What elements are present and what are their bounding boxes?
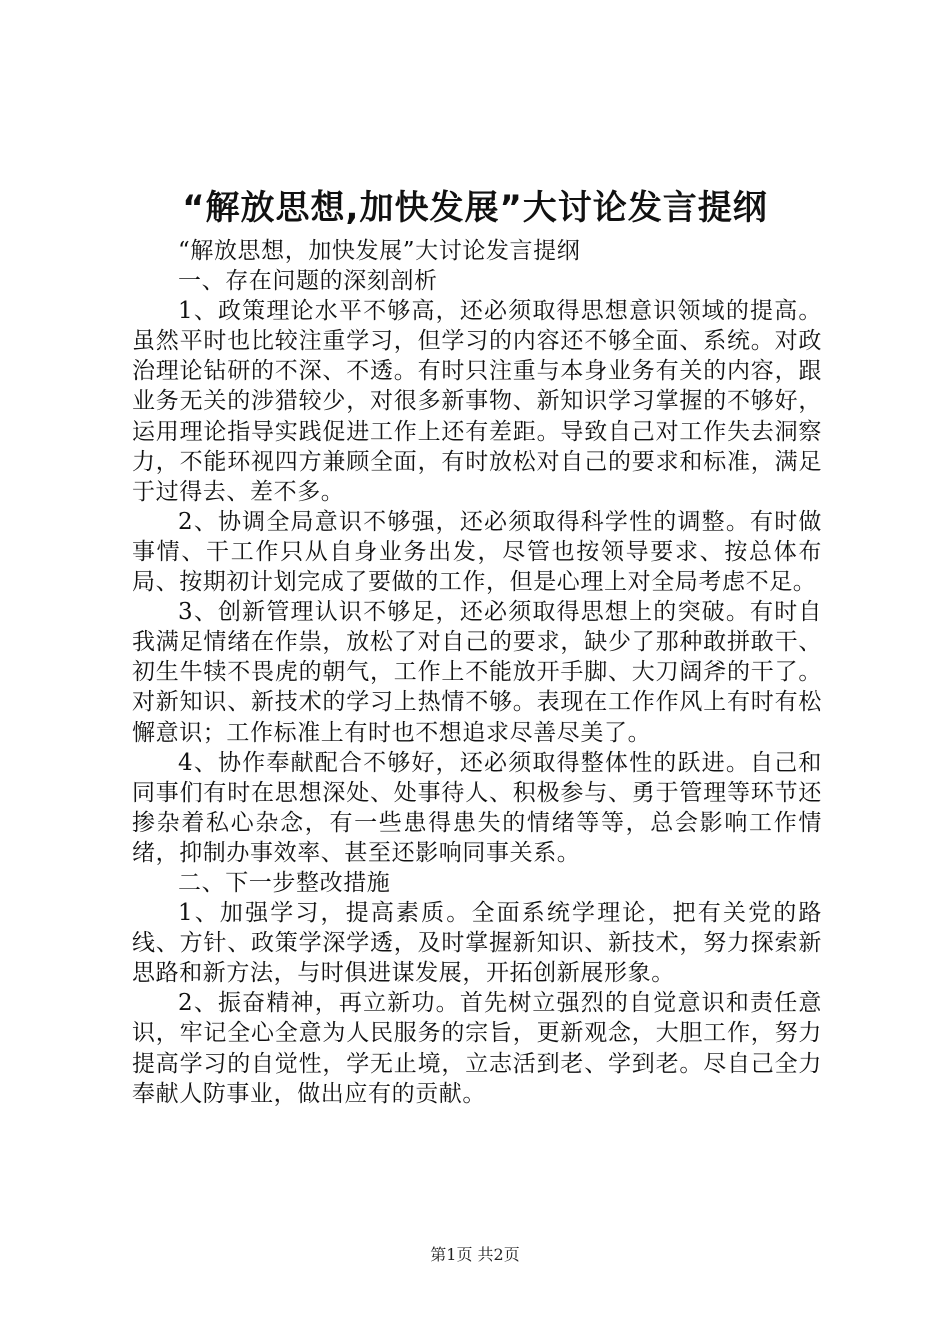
subtitle-paragraph: “解放思想，加快发展”大讨论发言提纲 — [178, 238, 581, 264]
body-paragraph: 1、政策理论水平不够高，还必须取得思想意识领域的提高。虽然平时也比较注重学习，但学习的内容还不够全面、系统。对政治理论钻研的不深、不透。有时只注重与本身业务有关的内容，跟业务无关的涉猎较少，对很多新事物、新知识学习掌握的不够好，运用理论指导实践促进工作上还有差距。导致自己对工作失去洞察力，不能环视四方兼顾全面，有时放松对自己的要求和标准，满足于过得去、差不多。 — [132, 298, 822, 505]
document-body — [132, 236, 822, 1109]
page-number-footer: 第1页 共2页 — [430, 1245, 520, 1264]
document-title: “解放思想,加快发展”大讨论发言提纲 — [182, 188, 768, 228]
body-paragraph: 2、协调全局意识不够强，还必须取得科学性的调整。有时做事情、干工作只从自身业务出发，尽管也按领导要求、按总体布局、按期初计划完成了要做的工作，但是心理上对全局考虑不足。 — [132, 508, 822, 596]
body-paragraph: 3、创新管理认识不够足，还必须取得思想上的突破。有时自我满足情绪在作祟，放松了对自己的要求，缺少了那种敢拼敢干、初生牛犊不畏虎的朝气，工作上不能放开手脚、大刀阔斧的干了。对新知识、新技术的学习上热情不够。表现在工作作风上有时有松懈意识；工作标准上有时也不想追求尽善尽美了。 — [132, 599, 822, 746]
body-paragraph: 2、振奋精神，再立新功。首先树立强烈的自觉意识和责任意识，牢记全心全意为人民服务的宗旨，更新观念，大胆工作，努力提高学习的自觉性，学无止境，立志活到老、学到老。尽自己全力奉献人防事业，做出应有的贡献。 — [132, 990, 822, 1107]
body-paragraph: 1、加强学习，提高素质。全面系统学理论，把有关党的路线、方针、政策学深学透，及时掌握新知识、新技术，努力探索新思路和新方法，与时俱进谋发展，开拓创新展形象。 — [132, 900, 822, 987]
section-heading-problems: 一、存在问题的深刻剖析 — [178, 268, 438, 295]
section-heading-measures: 二、下一步整改措施 — [178, 869, 391, 896]
body-paragraph: 4、协作奉献配合不够好，还必须取得整体性的跃进。自己和同事们有时在思想深处、处事待人、积极参与、勇于管理等环节还掺杂着私心杂念，有一些患得患失的情绪等等，总会影响工作情绪，抑制办事效率、甚至还影响同事关系。 — [132, 749, 822, 866]
